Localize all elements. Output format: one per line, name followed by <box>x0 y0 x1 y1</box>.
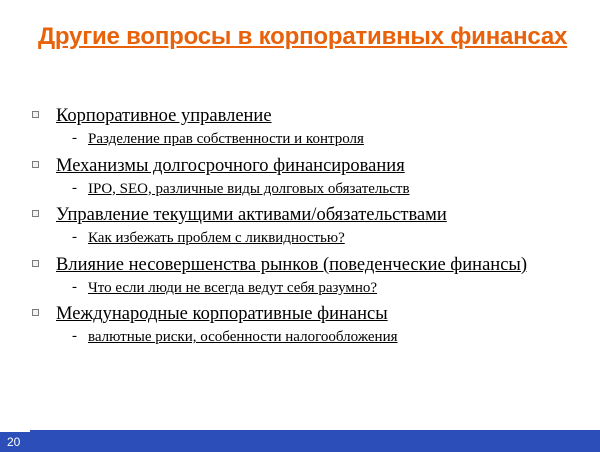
list-item-label: Управление текущими активами/обязательствами <box>56 205 447 226</box>
dash-icon: - <box>72 278 77 295</box>
sub-list-item <box>26 130 582 150</box>
list-item-label: Влияние несовершенства рынков (поведенческие финансы) <box>56 254 528 275</box>
sub-list-item <box>26 229 582 249</box>
list-item <box>26 203 582 227</box>
sub-list-item <box>26 328 582 348</box>
list-item-label: Механизмы долгосрочного финансирования <box>56 155 405 176</box>
list-item <box>26 154 582 178</box>
sub-list-item-label: Что если люди не всегда ведут себя разумно? <box>88 279 378 296</box>
bullet-square-icon <box>32 161 39 168</box>
footer-bar <box>0 432 600 452</box>
bullet-square-icon <box>32 210 39 217</box>
dash-icon: - <box>72 229 77 246</box>
sub-list-item-label: Разделение прав собственности и контроля <box>88 131 364 148</box>
bullet-square-icon <box>32 111 39 118</box>
list-item <box>26 104 582 128</box>
page-number: 20 <box>7 435 21 449</box>
dash-icon: - <box>72 130 77 147</box>
bullet-square-icon <box>32 260 39 267</box>
bullet-square-icon <box>32 309 39 316</box>
dash-icon: - <box>72 179 77 196</box>
list-item <box>26 253 582 277</box>
dash-icon: - <box>72 328 77 345</box>
sub-list-item <box>26 180 582 200</box>
list-item-label: Корпоративное управление <box>56 106 272 126</box>
list-item <box>26 302 582 326</box>
bullet-list <box>26 104 582 352</box>
page-title: Другие вопросы в корпоративных финансах <box>38 23 568 50</box>
list-item-label: Международные корпоративные финансы <box>56 304 388 325</box>
sub-list-item-label: IPO, SEO, различные виды долговых обязательств <box>88 180 410 197</box>
sub-list-item-label: валютные риски, особенности налогообложения <box>88 329 398 346</box>
sub-list-item-label: Как избежать проблем с ликвидностью? <box>88 230 345 247</box>
sub-list-item <box>26 279 582 299</box>
